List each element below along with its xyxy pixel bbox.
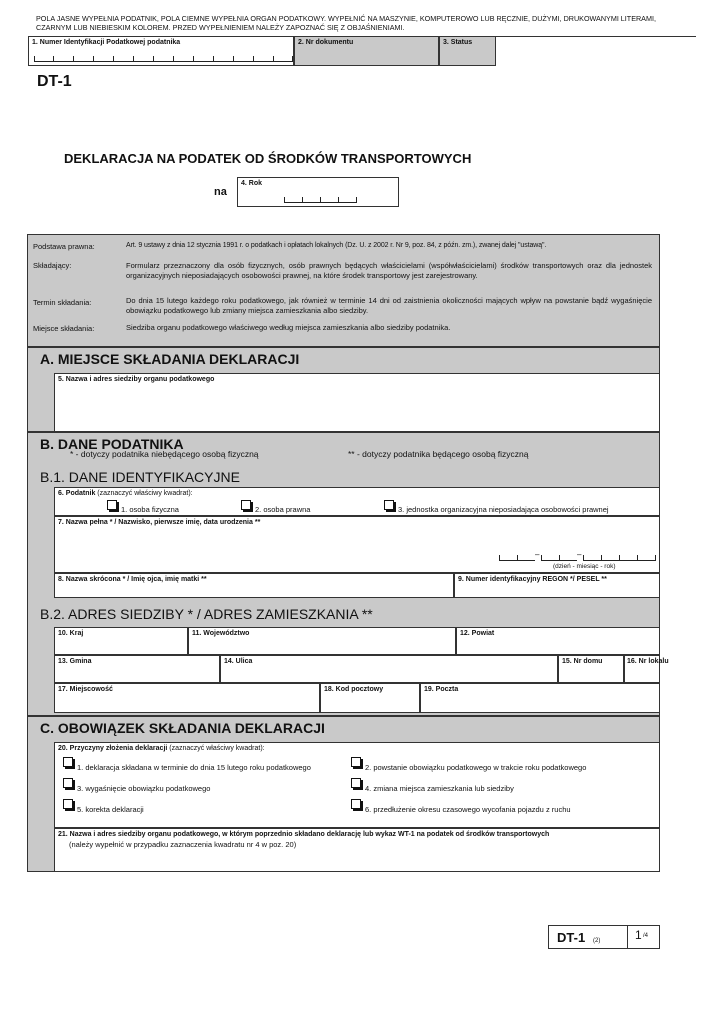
opt-legal-person: 2. osoba prawna xyxy=(255,505,311,514)
taxpayer-type-field: 6. Podatnik (zaznaczyć właściwy kwadrat): 1. osoba fizyczna 2. osoba prawna 3. jednostka organizacyjna nieposiadająca osobowości prawnej xyxy=(54,487,660,516)
page-title: DEKLARACJA NA PODATEK OD ŚRODKÓW TRANSPORTOWYCH xyxy=(64,151,472,166)
status-field: 3. Status xyxy=(439,36,496,66)
section-a xyxy=(27,347,660,432)
footer-code: DT-1 xyxy=(557,930,586,945)
miejsce-label: Miejsce składania: xyxy=(33,324,95,333)
skladajacy-text: Formularz przeznaczony dla osób fizycznych, osób prawnych będących właścicielami (współwłaścicielami) środków transportowych oraz dla jednostek organizacyjnych nieposiadających osobowości prawnej, na które środek transportowy jest zarejestrowany. xyxy=(126,261,652,280)
footer-code-box xyxy=(548,925,660,949)
termin-label: Termin składania: xyxy=(33,298,92,307)
field21-note: (należy wypełnić w przypadku zaznaczenia kwadratu nr 4 w poz. 20) xyxy=(69,840,297,849)
postal-code-field[interactable]: 18. Kod pocztowy xyxy=(320,683,420,713)
opt-natural-person: 1. osoba fizyczna xyxy=(121,505,179,514)
county-field[interactable]: 12. Powiat xyxy=(456,627,660,655)
document-number-field: 2. Nr dokumentu xyxy=(294,36,439,66)
reason-3: 3. wygaśnięcie obowiązku podatkowego xyxy=(77,784,211,793)
short-name-field[interactable]: 8. Nazwa skrócona * / Imię ojca, imię matki ** xyxy=(54,573,454,598)
checkbox-reason-2[interactable] xyxy=(351,757,361,767)
checkbox-legal-person[interactable] xyxy=(241,500,251,510)
checkbox-natural-person[interactable] xyxy=(107,500,117,510)
commune-field[interactable]: 13. Gmina xyxy=(54,655,220,683)
post-office-field[interactable]: 19. Poczta xyxy=(420,683,660,713)
section-b xyxy=(27,432,669,716)
country-field[interactable]: 10. Kraj xyxy=(54,627,188,655)
voivodeship-field[interactable]: 11. Województwo xyxy=(188,627,456,655)
reason-5: 5. korekta deklaracji xyxy=(77,805,144,814)
checkbox-organizational-unit[interactable] xyxy=(384,500,394,510)
section-c-title: C. OBOWIĄZEK SKŁADANIA DEKLARACJI xyxy=(40,720,325,736)
regon-pesel-field[interactable]: 9. Numer identyfikacyjny REGON */ PESEL ** xyxy=(454,573,660,598)
instructions: POLA JASNE WYPEŁNIA PODATNIK, POLA CIEMNE WYPEŁNIA ORGAN PODATKOWY. WYPEŁNIĆ NA MASZYNIE, KOMPUTEROWO LUB RĘCZNIE, DUŻYMI, DRUKOWANYMI LITERAMI, CZARNYM LUB NIEBIESKIM KOLOREM. PRZED WYPEŁNIENIEM NALEŻY ZAPOZNAĆ SIĘ Z OBJAŚNIENIAMI. xyxy=(36,14,656,32)
reason-4: 4. zmiana miejsca zamieszkania lub siedziby xyxy=(365,784,514,793)
declaration-reason-field: 20. Przyczyny złożenia deklaracji (zaznaczyć właściwy kwadrat): 1. deklaracja składana w terminie do dnia 15 lutego roku podatkowego 2. powstanie obowiązku podatkowego w trakcie roku podatkowego 3. wygaśnięcie obowiązku podatkowego 4. zmiana miejsca zamieszkania lub siedziby 5. korekta deklaracji 6. przedłużenie okresu czasowego wycofania pojazdu z ruchu xyxy=(54,742,660,828)
apartment-number-field[interactable]: 16. Nr lokalu xyxy=(624,655,660,683)
nip-field[interactable]: 1. Numer Identyfikacji Podatkowej podatnika xyxy=(28,36,294,66)
podstawa-text: Art. 9 ustawy z dnia 12 stycznia 1991 r. o podatkach i opłatach lokalnych (Dz. U. z 2002 r. Nr 9, poz. 84, z późn. zm.), zwanej dalej "ustawą". xyxy=(126,242,547,249)
date-hint: (dzień - miesiąc - rok) xyxy=(553,563,616,570)
reason-2: 2. powstanie obowiązku podatkowego w trakcie roku podatkowego xyxy=(365,763,587,772)
b1-title: B.1. DANE IDENTYFIKACYJNE xyxy=(40,469,240,485)
previous-office-field[interactable]: 21. Nazwa i adres siedziby organu podatkowego, w którym poprzednio składano deklarację lub wykaz WT-1 na podatek od środków transportowych (należy wypełnić w przypadku zaznaczenia kwadratu nr 4 w poz. 20) xyxy=(54,828,660,872)
house-number-field[interactable]: 15. Nr domu xyxy=(558,655,624,683)
reason-6: 6. przedłużenie okresu czasowego wycofania pojazdu z ruchu xyxy=(365,805,571,814)
note-natural-person: ** - dotyczy podatnika będącego osobą fizyczną xyxy=(348,449,529,459)
section-b-title: B. DANE PODATNIKA xyxy=(40,436,184,452)
miejsce-text: Siedziba organu podatkowego właściwego według miejsca zamieszkania albo siedziby podatnika. xyxy=(126,323,451,332)
b2-title: B.2. ADRES SIEDZIBY * / ADRES ZAMIESZKANIA ** xyxy=(40,606,373,622)
checkbox-reason-4[interactable] xyxy=(351,778,361,788)
checkbox-reason-1[interactable] xyxy=(63,757,73,767)
page-total: /4 xyxy=(643,933,649,939)
podstawa-label: Podstawa prawna: xyxy=(33,242,95,251)
reason-1: 1. deklaracja składana w terminie do dnia 15 lutego roku podatkowego xyxy=(77,763,311,772)
section-a-title: A. MIEJSCE SKŁADANIA DEKLARACJI xyxy=(40,351,300,367)
opt-organizational-unit: 3. jednostka organizacyjna nieposiadająca osobowości prawnej xyxy=(398,505,609,514)
tax-office-field[interactable]: 5. Nazwa i adres siedziby organu podatkowego xyxy=(54,373,660,432)
full-name-field[interactable]: 7. Nazwa pełna * / Nazwisko, pierwsze imię, data urodzenia ** – – (dzień - miesiąc - rok) xyxy=(54,516,660,573)
skladajacy-label: Składający: xyxy=(33,261,72,270)
locality-field[interactable]: 17. Miejscowość xyxy=(54,683,320,713)
checkbox-reason-5[interactable] xyxy=(63,799,73,809)
note-legal-person: * - dotyczy podatnika niebędącego osobą fizyczną xyxy=(70,449,259,459)
checkbox-reason-3[interactable] xyxy=(63,778,73,788)
year-field[interactable]: 4. Rok xyxy=(237,177,399,207)
page-number: 1 xyxy=(635,928,642,942)
termin-text: Do dnia 15 lutego każdego roku podatkowego, jak również w terminie 14 dni od zaistnienia okoliczności mających wpływ na powstanie bądź wygaśnięcie obowiązku podatkowego lub zmiany miejsca zamieszkania albo siedziby. xyxy=(126,296,652,315)
na-label: na xyxy=(214,186,227,198)
street-field[interactable]: 14. Ulica xyxy=(220,655,558,683)
legal-info-block xyxy=(27,234,660,347)
form-code: DT-1 xyxy=(37,73,72,90)
checkbox-reason-6[interactable] xyxy=(351,799,361,809)
section-c xyxy=(27,716,660,872)
footer-version: (2) xyxy=(593,938,601,944)
